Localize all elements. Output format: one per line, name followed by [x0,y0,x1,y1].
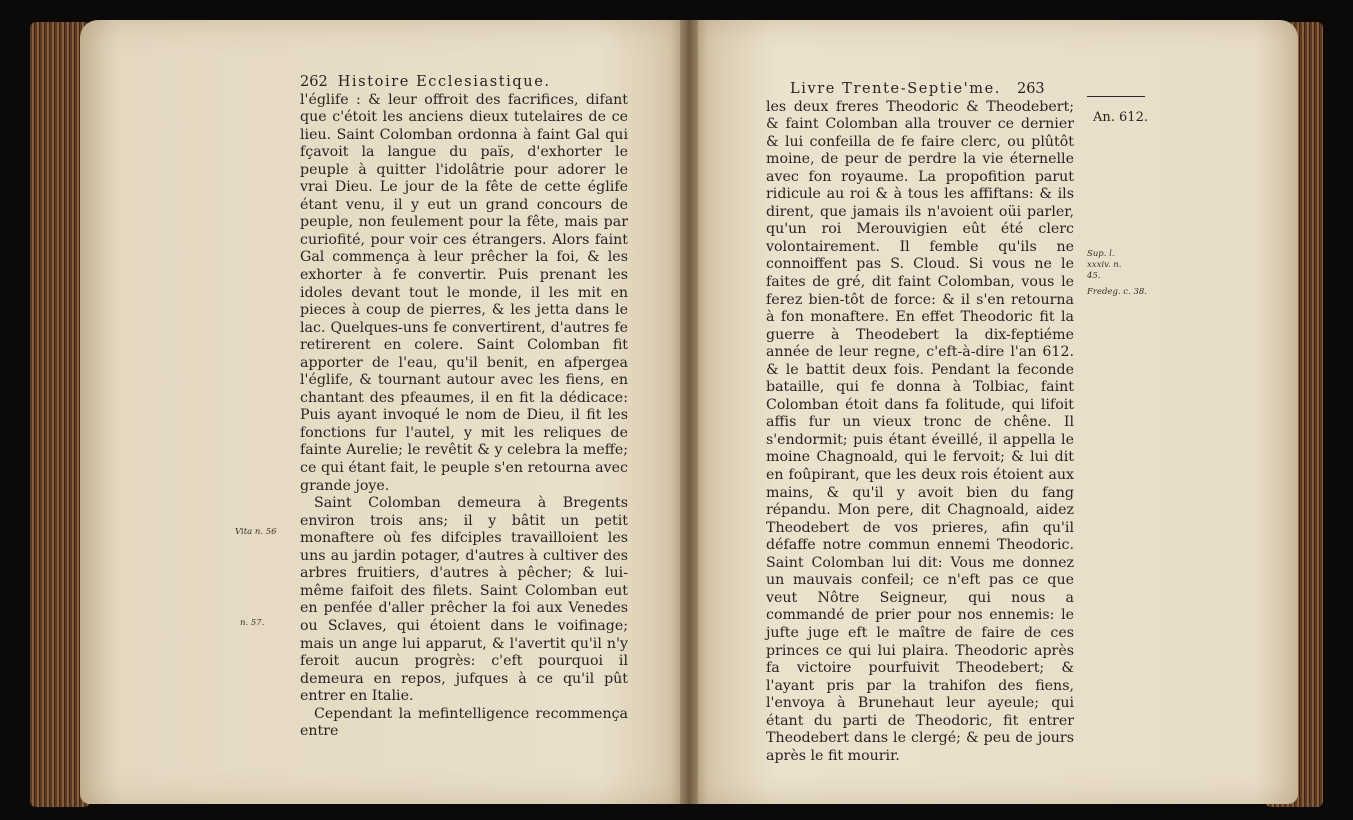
left-page-text [300,74,628,741]
header-rule [1087,96,1145,97]
margin-note-n57: n. 57. [240,618,265,628]
left-paragraph-2: Saint Colomban demeura à Bregents environ trois ans; il y bâtit un petit monaftere où fes difciples travailloient les uns au jardin potager, d'autres à cultiver des arbres fruitiers, d'autres à pêcher; & lui-même faifoit des filets. Saint Colomban eut en penfée d'aller prêcher la foi aux Venedes ou Sclaves, qui étoient dans le voifinage; mais un ange lui apparut, & l'avertit qu'il n'y feroit aucun progrès: c'eft pourquoi il demeura en repos, jufques à ce qu'il pût entrer en Italie. [300,495,628,705]
margin-note-vita: Vita n. 56 [235,527,277,537]
left-paragraph-3: Cependant la mefintelligence recommença entre [300,705,628,740]
left-running-head: Histoire Ecclesiastique. [337,74,551,90]
margin-note-fredeg: Fredeg. c. 38. [1087,287,1147,297]
left-running-head-line [300,74,628,92]
right-running-head-line [790,81,1074,99]
right-page-number: 263 [1016,81,1045,97]
year-note: An. 612. [1093,110,1148,125]
left-paragraph-1: l'églife : & leur offroit des facrifices, difant que c'étoit les anciens dieux tutelaires de ce lieu. Saint Colomban ordonna à faint Gal qui fçavoit la langue du païs, d'exhorter le peuple à quitter l'idolâtrie pour adorer le vrai Dieu. Le jour de la fête de cette églife étant venu, il y eut un grand concours de peuple, non feulement pour la fête, mais par curiofité, pour voir ces étrangers. Alors faint Gal commença à leur prêcher la foi, & les exhorter à fe convertir. Puis prenant les idoles devant tout le monde, il les mit en pieces à coup de pierres, & les jetta dans le lac. Quelques-uns fe convertirent, d'autres fe retirerent en colere. Saint Colomban fit apporter de l'eau, qu'il benit, en afpergea l'églife, & tournant autour avec les fiens, en chantant des pfeaumes, il en fit la dédicace: Puis ayant invoqué le nom de Dieu, il fit les fonctions fur l'autel, y mit les reliques de fainte Aurelie; le revêtit & y celebra la meffe; ce qui étant fait, le peuple s'en retourna avec grande joye. [300,91,628,494]
book-gutter [680,20,698,804]
margin-note-sup: Sup. l. xxxiv. n. 45. [1087,249,1122,281]
right-running-head: Livre Trente-Septie'me. [790,81,1001,97]
right-paragraph-1: les deux freres Theodoric & Theodebert; & faint Colomban alla trouver ce dernier & lui confeilla de fe faire clerc, ou plûtôt moine, de peur de perdre la vie éternelle avec fon royaume. La propofition parut ridicule au roi & à tous les affiftans: & ils dirent, que jamais ils n'avoient oüi parler, qu'un roi Merouvigien eût été clerc volontairement. Il femble qu'ils ne connoiffent pas S. Cloud. Si vous ne le faites de gré, dit faint Colomban, vous le ferez bien-tôt de force: & il s'en retourna à fon monaftere. En effet Theodoric fit la guerre à Theodebert la dix-feptiéme année de leur regne, c'eft-à-dire l'an 612. & le battit deux fois. Pendant la feconde bataille, qui fe donna à Tolbiac, faint Colomban étoit dans fa folitude, qui lifoit affis fur un vieux tronc de chêne. Il s'endormit; puis étant éveillé, il appella le moine Chagnoald, qui le fervoit; & lui dit en foûpirant, que les deux rois étoient aux mains, & qu'il y avoit bien du fang répandu. Mon pere, dit Chagnoald, aidez Theodebert de vos prieres, afin qu'il défaffe notre commun ennemi Theodoric. Saint Colomban lui dit: Vous me donnez un mauvais confeil; ce n'eft pas ce que veut Nôtre Seigneur, qui nous a commandé de prier pour nos ennemis: le jufte juge eft le maître de faire de ces princes ce qui lui plaira. Theodoric après fa victoire pourfuivit Theodebert; & l'ayant pris par la trahifon des fiens, l'envoya à Brunehaut leur ayeule; qui étant du parti de Theodoric, fit entrer Theodebert dans le clergé; & peu de jours après le fit mourir. [766,98,1074,764]
left-page-number: 262 [300,74,328,90]
right-page-text [766,81,1074,765]
